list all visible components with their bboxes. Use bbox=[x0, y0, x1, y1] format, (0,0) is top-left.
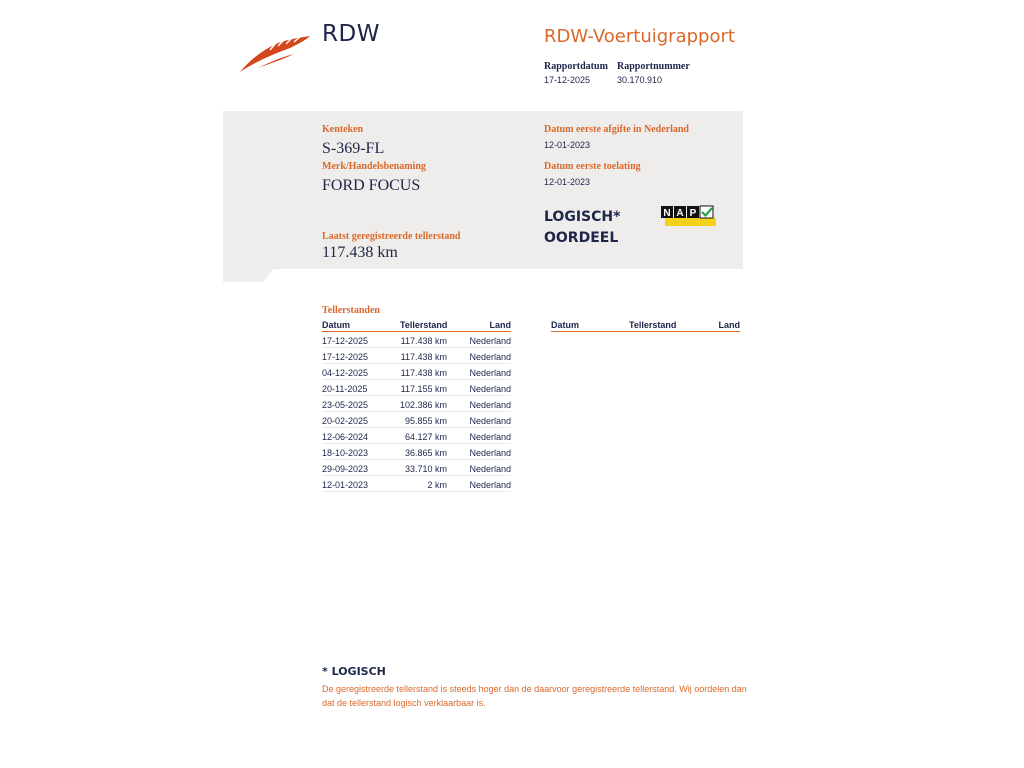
table-row bbox=[322, 460, 511, 476]
table-row bbox=[322, 364, 511, 380]
cell-date: 23-05-2025 bbox=[322, 400, 369, 410]
first-nl-label: Datum eerste afgifte in Nederland bbox=[544, 124, 689, 135]
cell-date: 20-11-2025 bbox=[322, 384, 368, 394]
plate-label: Kenteken bbox=[322, 124, 364, 135]
nap-letter-p: P bbox=[689, 208, 697, 219]
table-row bbox=[322, 332, 511, 348]
report-title: RDW-Voertuigrapport bbox=[544, 26, 735, 47]
table-header bbox=[551, 320, 740, 332]
col-land-header: Land bbox=[489, 320, 511, 330]
report-date-label: Rapportdatum bbox=[544, 61, 608, 72]
brand-name: RDW bbox=[322, 21, 380, 47]
cell-land: Nederland bbox=[469, 480, 511, 490]
cell-km: 95.855 km bbox=[404, 416, 447, 426]
col-date-header: Datum bbox=[551, 320, 580, 330]
table-row bbox=[322, 396, 511, 412]
col-land-header: Land bbox=[718, 320, 740, 330]
table-row bbox=[322, 444, 511, 460]
table-row bbox=[322, 412, 511, 428]
cell-date: 20-02-2025 bbox=[322, 416, 369, 426]
footnote-text: De geregistreerde tellerstand is steeds hoger dan de daarvoor geregistreerde tellerstand. Wij oordelen dan dat de tellerstand logisch verklaarbaar is. bbox=[322, 684, 747, 708]
col-km-header: Tellerstand bbox=[629, 320, 677, 330]
cell-date: 04-12-2025 bbox=[322, 368, 369, 378]
table-row bbox=[322, 476, 511, 492]
make-value: FORD FOCUS bbox=[322, 177, 421, 194]
col-km-header: Tellerstand bbox=[400, 320, 448, 330]
cell-km: 36.865 km bbox=[404, 448, 447, 458]
table-row bbox=[322, 348, 511, 364]
report-number-label: Rapportnummer bbox=[617, 61, 690, 72]
cell-date: 17-12-2025 bbox=[322, 336, 369, 346]
panel-notch bbox=[223, 269, 273, 282]
report-number-value: 30.170.910 bbox=[617, 75, 663, 85]
report-date-value: 17-12-2025 bbox=[544, 75, 591, 85]
cell-date: 18-10-2023 bbox=[322, 448, 369, 458]
first-admission-value: 12-01-2023 bbox=[544, 177, 591, 187]
cell-km: 64.127 km bbox=[404, 432, 447, 442]
cell-km: 117.438 km bbox=[400, 336, 447, 346]
cell-land: Nederland bbox=[469, 384, 511, 394]
cell-km: 33.710 km bbox=[404, 464, 447, 474]
cell-land: Nederland bbox=[469, 448, 511, 458]
first-nl-value: 12-01-2023 bbox=[544, 140, 591, 150]
cell-land: Nederland bbox=[469, 432, 511, 442]
rdw-feather-logo-icon bbox=[238, 34, 312, 74]
nap-check-icon bbox=[661, 205, 716, 226]
table-header bbox=[322, 320, 511, 332]
make-label: Merk/Handelsbenaming bbox=[322, 161, 426, 172]
cell-land: Nederland bbox=[469, 416, 511, 426]
readings-title: Tellerstanden bbox=[322, 305, 380, 316]
cell-km: 117.438 km bbox=[400, 352, 447, 362]
judgement-line-1: LOGISCH* bbox=[544, 209, 621, 225]
cell-land: Nederland bbox=[469, 464, 511, 474]
nap-letter-a: A bbox=[676, 208, 684, 219]
nap-letter-n: N bbox=[663, 208, 671, 219]
odometer-value: 117.438 km bbox=[322, 244, 398, 261]
readings-table-left bbox=[322, 320, 511, 492]
footnote-title: * LOGISCH bbox=[322, 665, 386, 678]
cell-land: Nederland bbox=[469, 368, 511, 378]
cell-land: Nederland bbox=[469, 336, 511, 346]
cell-date: 17-12-2025 bbox=[322, 352, 369, 362]
cell-land: Nederland bbox=[469, 352, 511, 362]
odometer-label: Laatst geregistreerde tellerstand bbox=[322, 231, 461, 242]
first-admission-label: Datum eerste toelating bbox=[544, 161, 641, 172]
plate-value: S-369-FL bbox=[322, 140, 385, 157]
cell-km: 117.155 km bbox=[400, 384, 447, 394]
cell-date: 12-01-2023 bbox=[322, 480, 369, 490]
cell-km: 2 km bbox=[427, 480, 447, 490]
judgement-line-2: OORDEEL bbox=[544, 230, 619, 246]
cell-km: 102.386 km bbox=[399, 400, 447, 410]
cell-date: 29-09-2023 bbox=[322, 464, 369, 474]
cell-km: 117.438 km bbox=[400, 368, 447, 378]
table-row bbox=[322, 380, 511, 396]
readings-table-right bbox=[551, 320, 740, 332]
table-row bbox=[322, 428, 511, 444]
judgement bbox=[544, 207, 620, 249]
cell-date: 12-06-2024 bbox=[322, 432, 369, 442]
col-date-header: Datum bbox=[322, 320, 351, 330]
cell-land: Nederland bbox=[469, 400, 511, 410]
